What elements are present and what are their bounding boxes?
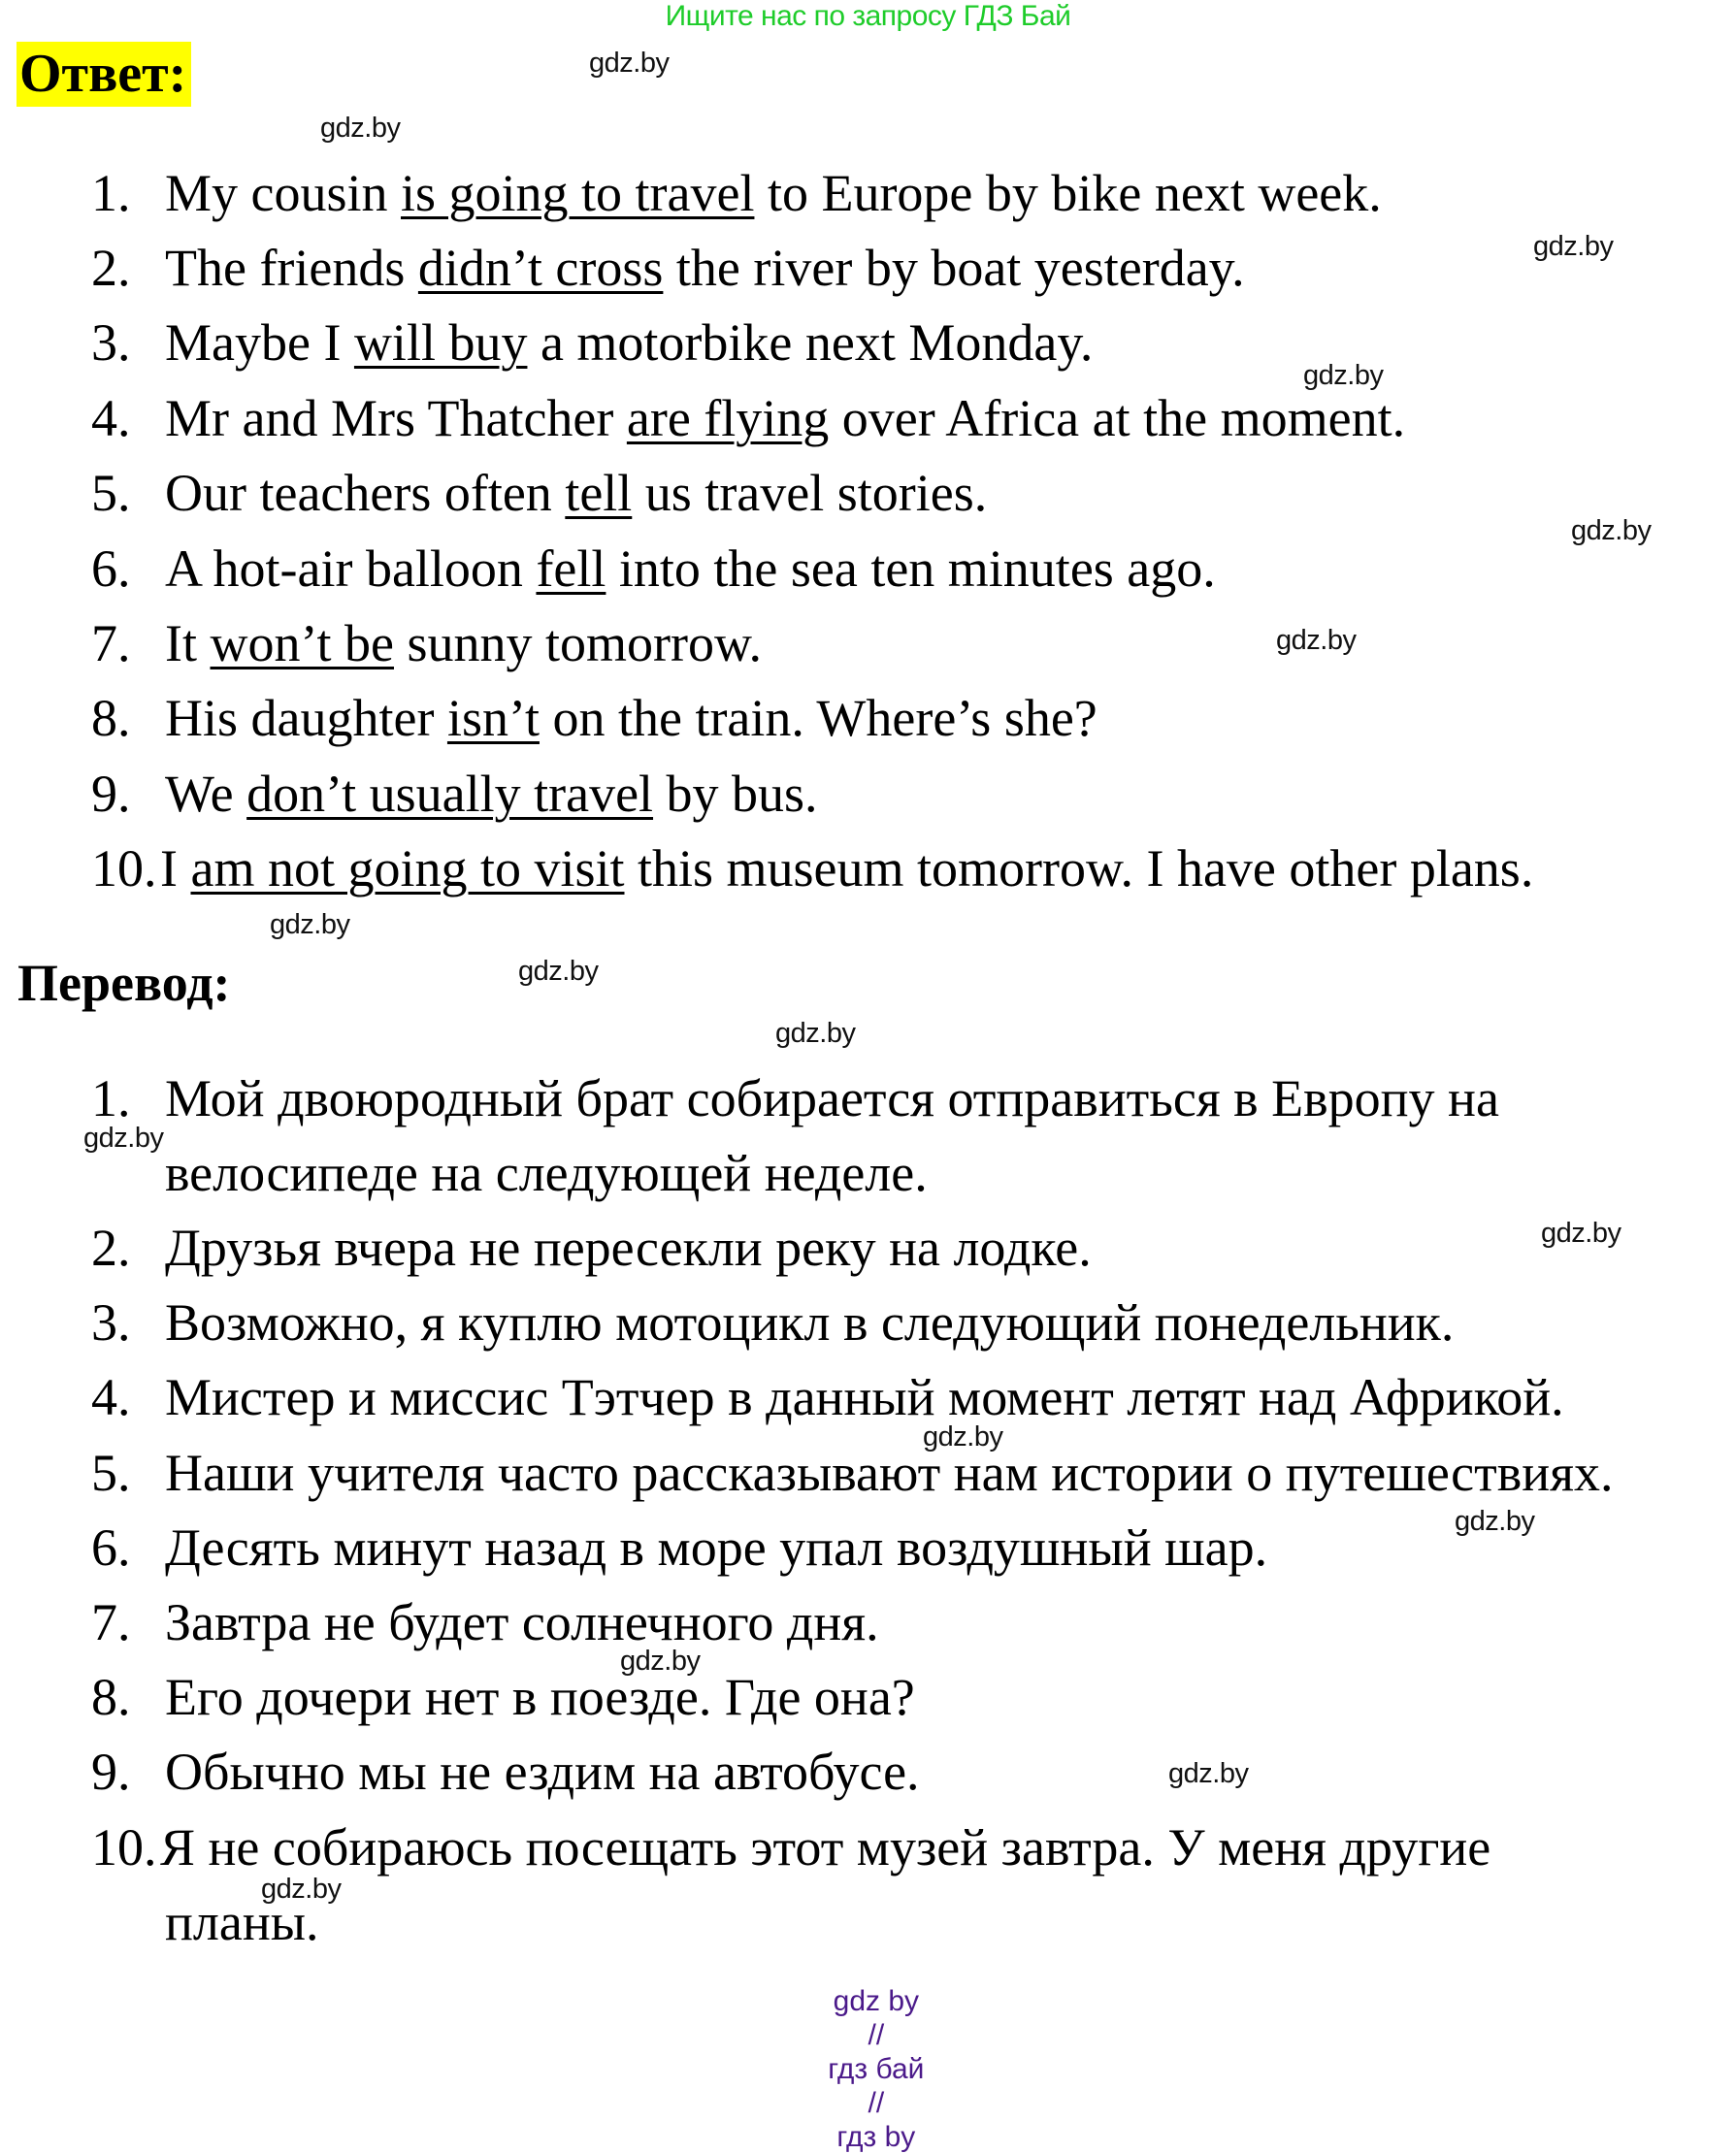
item-number: 10. bbox=[91, 1818, 157, 1877]
answer-item-6 bbox=[0, 535, 1736, 603]
translation-item-2 bbox=[0, 1214, 1736, 1282]
footer-link-gdz-by-cyr[interactable]: гдз by bbox=[836, 2121, 916, 2153]
answer-text: us travel stories. bbox=[632, 464, 988, 522]
item-number: 8. bbox=[91, 1668, 131, 1726]
answer-item-9 bbox=[0, 760, 1736, 828]
watermark: gdz.by bbox=[1276, 625, 1357, 656]
item-number: 9. bbox=[91, 765, 131, 823]
translation-text: Друзья вчера не пересекли реку на лодке. bbox=[165, 1219, 1092, 1277]
translation-text: планы. bbox=[165, 1893, 319, 1951]
item-number: 2. bbox=[91, 1219, 131, 1277]
translation-item-9 bbox=[0, 1738, 1736, 1806]
translation-text: Возможно, я куплю мотоцикл в следующий понедельник. bbox=[165, 1293, 1455, 1352]
item-number: 6. bbox=[91, 1518, 131, 1577]
translation-item-4 bbox=[0, 1363, 1736, 1431]
watermark: gdz.by bbox=[518, 956, 599, 987]
answer-text: My cousin bbox=[165, 164, 401, 222]
translation-item-7 bbox=[0, 1588, 1736, 1656]
item-number: 5. bbox=[91, 1444, 131, 1502]
answer-text: Maybe I bbox=[165, 313, 354, 372]
watermark: gdz.by bbox=[261, 1874, 342, 1905]
translation-item-8 bbox=[0, 1663, 1736, 1731]
answer-item-4 bbox=[0, 384, 1736, 452]
item-number: 3. bbox=[91, 313, 131, 372]
underlined-verb: won’t be bbox=[210, 614, 394, 672]
watermark: gdz.by bbox=[923, 1421, 1003, 1452]
item-number: 1. bbox=[91, 164, 131, 222]
watermark: gdz.by bbox=[270, 909, 350, 940]
translation-text: Десять минут назад в море упал воздушный шар. bbox=[165, 1518, 1268, 1577]
item-number: 6. bbox=[91, 539, 131, 598]
item-number: 4. bbox=[91, 389, 131, 447]
underlined-verb: didn’t cross bbox=[417, 239, 664, 297]
translation-item-1-cont bbox=[0, 1139, 1736, 1207]
answer-text: A hot-air balloon bbox=[165, 539, 537, 598]
answer-text: by bus. bbox=[653, 765, 818, 823]
watermark: gdz.by bbox=[620, 1646, 701, 1677]
item-number: 9. bbox=[91, 1743, 131, 1801]
translation-heading: Перевод: bbox=[17, 954, 231, 1012]
answer-item-10 bbox=[0, 834, 1736, 902]
translation-item-5 bbox=[0, 1439, 1736, 1507]
watermark: gdz.by bbox=[1303, 360, 1384, 391]
underlined-verb: will buy bbox=[353, 313, 528, 372]
answer-text: on the train. Where’s she? bbox=[539, 689, 1097, 747]
translation-item-1 bbox=[0, 1064, 1736, 1132]
watermark: gdz.by bbox=[320, 113, 401, 144]
translation-text: Обычно мы не ездим на автобусе. bbox=[165, 1743, 920, 1801]
watermark: gdz.by bbox=[83, 1123, 164, 1154]
answer-text: His daughter bbox=[165, 689, 447, 747]
underlined-verb: fell bbox=[536, 539, 606, 598]
footer-separator: // bbox=[868, 2019, 885, 2051]
footer-separator: // bbox=[868, 2087, 885, 2119]
watermark: gdz.by bbox=[1571, 515, 1652, 546]
item-number: 4. bbox=[91, 1368, 131, 1426]
translation-text: Его дочери нет в поезде. Где она? bbox=[165, 1668, 915, 1726]
footer-link-gdz-by[interactable]: gdz by bbox=[833, 1985, 920, 2017]
translation-item-3 bbox=[0, 1289, 1736, 1356]
footer-links bbox=[0, 1950, 1736, 2153]
answer-text: into the sea ten minutes ago. bbox=[606, 539, 1216, 598]
underlined-verb: are flying bbox=[626, 389, 830, 447]
translation-text: Мой двоюродный брат собирается отправиться в Европу на bbox=[165, 1069, 1499, 1127]
answer-text: the river by boat yesterday. bbox=[663, 239, 1245, 297]
item-number: 1. bbox=[91, 1069, 131, 1127]
answer-item-7 bbox=[0, 609, 1736, 677]
item-number: 8. bbox=[91, 689, 131, 747]
answer-item-1 bbox=[0, 159, 1736, 227]
watermark: gdz.by bbox=[1533, 231, 1614, 262]
answer-text: Mr and Mrs Thatcher bbox=[165, 389, 627, 447]
item-number: 10. bbox=[91, 839, 157, 898]
answer-text: a motorbike next Monday. bbox=[527, 313, 1094, 372]
item-number: 3. bbox=[91, 1293, 131, 1352]
answer-text: over Africa at the moment. bbox=[829, 389, 1406, 447]
underlined-verb: tell bbox=[565, 464, 633, 522]
answer-text: We bbox=[165, 765, 247, 823]
translation-text: Я не собираюсь посещать этот музей завтра. У меня другие bbox=[160, 1818, 1491, 1877]
answer-item-5 bbox=[0, 459, 1736, 527]
watermark: gdz.by bbox=[1168, 1758, 1249, 1789]
answer-text: Our teachers often bbox=[165, 464, 566, 522]
translation-text: велосипеде на следующей неделе. bbox=[165, 1144, 928, 1202]
item-number: 7. bbox=[91, 1593, 131, 1651]
answer-item-3 bbox=[0, 309, 1736, 376]
item-number: 7. bbox=[91, 614, 131, 672]
translation-text: Наши учителя часто рассказывают нам истории о путешествиях. bbox=[165, 1444, 1614, 1502]
underlined-verb: am not going to visit bbox=[190, 839, 625, 898]
answer-text: sunny tomorrow. bbox=[393, 614, 762, 672]
item-number: 2. bbox=[91, 239, 131, 297]
answer-text: to Europe by bike next week. bbox=[754, 164, 1382, 222]
translation-text: Завтра не будет солнечного дня. bbox=[165, 1593, 879, 1651]
watermark: gdz.by bbox=[1455, 1506, 1535, 1537]
answer-item-8 bbox=[0, 684, 1736, 752]
translation-item-10 bbox=[0, 1813, 1736, 1881]
search-hint-banner: Ищите нас по запросу ГДЗ Бай bbox=[665, 0, 1071, 32]
answer-text: I bbox=[160, 839, 191, 898]
answer-text: this museum tomorrow. I have other plans. bbox=[624, 839, 1534, 898]
watermark: gdz.by bbox=[1541, 1218, 1621, 1249]
watermark: gdz.by bbox=[775, 1018, 856, 1049]
translation-text: Мистер и миссис Тэтчер в данный момент летят над Африкой. bbox=[165, 1368, 1564, 1426]
footer-link-gdz-bai[interactable]: гдз бай bbox=[828, 2053, 925, 2085]
answer-text: It bbox=[165, 614, 211, 672]
underlined-verb: isn’t bbox=[446, 689, 540, 747]
answer-text: The friends bbox=[165, 239, 418, 297]
item-number: 5. bbox=[91, 464, 131, 522]
answer-heading: Ответ: bbox=[16, 42, 191, 107]
answer-item-2 bbox=[0, 234, 1736, 302]
underlined-verb: don’t usually travel bbox=[246, 765, 654, 823]
underlined-verb: is going to travel bbox=[401, 164, 755, 222]
watermark: gdz.by bbox=[589, 48, 670, 79]
